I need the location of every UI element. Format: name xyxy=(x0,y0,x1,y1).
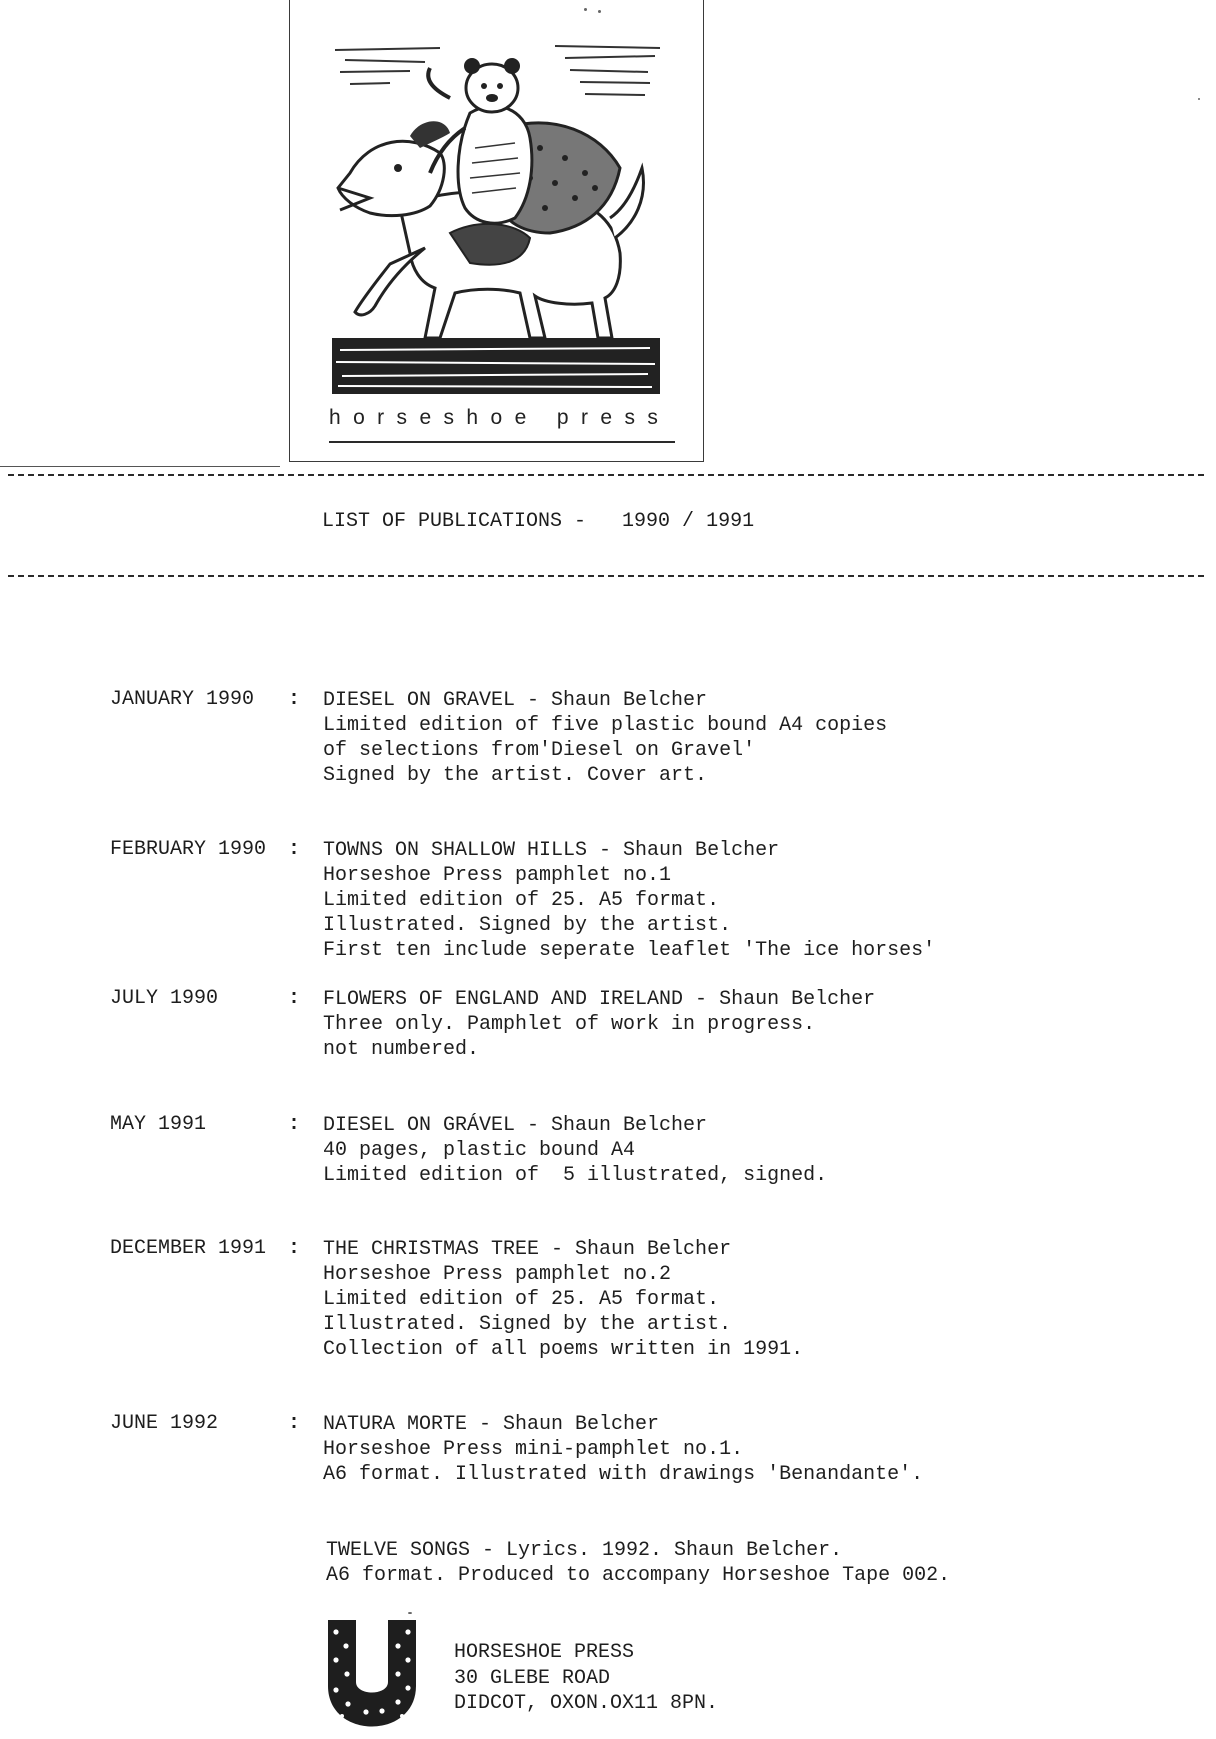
press-name: horseshoe press xyxy=(329,406,671,429)
horseshoe-logo-icon xyxy=(322,1612,422,1728)
entry-colon: : xyxy=(288,1412,301,1435)
entry-lines xyxy=(323,987,1203,1062)
woodcut-illustration xyxy=(330,38,664,398)
entry-line: Signed by the artist. Cover art. xyxy=(323,764,708,787)
press-underline xyxy=(329,441,675,443)
entry-line: THE CHRISTMAS TREE - Shaun Belcher xyxy=(323,1238,732,1261)
divider-thin xyxy=(0,466,280,467)
entry-line: Collection of all poems written in 1991. xyxy=(323,1338,804,1361)
entry-line: First ten include seperate leaflet 'The ice horses' xyxy=(323,939,936,962)
entry-colon: : xyxy=(288,987,301,1010)
entry-date: JANUARY 1990 xyxy=(110,688,255,711)
scan-speck xyxy=(598,10,601,13)
cover-frame xyxy=(289,0,704,462)
entry-line: not numbered. xyxy=(323,1038,480,1061)
entry-line: Limited edition of 5 illustrated, signed. xyxy=(323,1164,828,1187)
entry-line: Limited edition of 25. A5 format. xyxy=(323,1288,720,1311)
address-line: DIDCOT, OXON.OX11 8PN. xyxy=(454,1692,719,1715)
entry-colon: : xyxy=(288,1113,301,1136)
entry-line: 40 pages, plastic bound A4 xyxy=(323,1139,636,1162)
entry-line: A6 format. Produced to accompany Horseshoe Tape 002. xyxy=(326,1564,951,1587)
entry-line: DIESEL ON GRAVEL - Shaun Belcher xyxy=(323,689,708,712)
entry-line: Limited edition of 25. A5 format. xyxy=(323,889,720,912)
entry-line: DIESEL ON GRÁVEL - Shaun Belcher xyxy=(323,1114,708,1137)
entry-date: FEBRUARY 1990 xyxy=(110,838,267,861)
entry-date: JUNE 1992 xyxy=(110,1412,219,1435)
entry-lines xyxy=(323,1412,1203,1487)
entry-lines xyxy=(323,688,1203,788)
entry-line: Illustrated. Signed by the artist. xyxy=(323,1313,732,1336)
entry-line: Horseshoe Press pamphlet no.2 xyxy=(323,1263,672,1286)
entry-line: NATURA MORTE - Shaun Belcher xyxy=(323,1413,660,1436)
entry-line: Horseshoe Press mini-pamphlet no.1. xyxy=(323,1438,744,1461)
entry-date: JULY 1990 xyxy=(110,987,219,1010)
list-title: LIST OF PUBLICATIONS - 1990 / 1991 xyxy=(322,510,755,533)
entry-line: Horseshoe Press pamphlet no.1 xyxy=(323,864,672,887)
divider-dashed-bottom xyxy=(8,575,1204,577)
entry-colon: : xyxy=(288,838,301,861)
entry-line: Illustrated. Signed by the artist. xyxy=(323,914,732,937)
scan-speck xyxy=(584,8,587,11)
entry-line: Limited edition of five plastic bound A4 copies xyxy=(323,714,888,737)
entry-lines xyxy=(323,1113,1203,1188)
address-block xyxy=(454,1640,718,1717)
entry-lines xyxy=(323,1237,1203,1362)
entry-colon: : xyxy=(288,688,301,711)
divider-dashed-top xyxy=(8,474,1204,476)
entry-date: MAY 1991 xyxy=(110,1113,207,1136)
entry-line: of selections from'Diesel on Gravel' xyxy=(323,739,756,762)
entry-line: A6 format. Illustrated with drawings 'Benandante'. xyxy=(323,1463,924,1486)
entry-colon: : xyxy=(288,1237,301,1260)
entry-lines xyxy=(323,838,1203,963)
address-line: HORSESHOE PRESS xyxy=(454,1641,635,1664)
scan-speck xyxy=(1198,98,1200,100)
entry-line: Three only. Pamphlet of work in progress. xyxy=(323,1013,816,1036)
entry-line: TOWNS ON SHALLOW HILLS - Shaun Belcher xyxy=(323,839,780,862)
scan-speck xyxy=(408,1612,412,1614)
entry-line: TWELVE SONGS - Lyrics. 1992. Shaun Belcher. xyxy=(326,1539,843,1562)
entry-date: DECEMBER 1991 xyxy=(110,1237,267,1260)
extra-entry xyxy=(326,1538,1206,1588)
address-line: 30 GLEBE ROAD xyxy=(454,1666,611,1690)
entry-line: FLOWERS OF ENGLAND AND IRELAND - Shaun Belcher xyxy=(323,988,876,1011)
